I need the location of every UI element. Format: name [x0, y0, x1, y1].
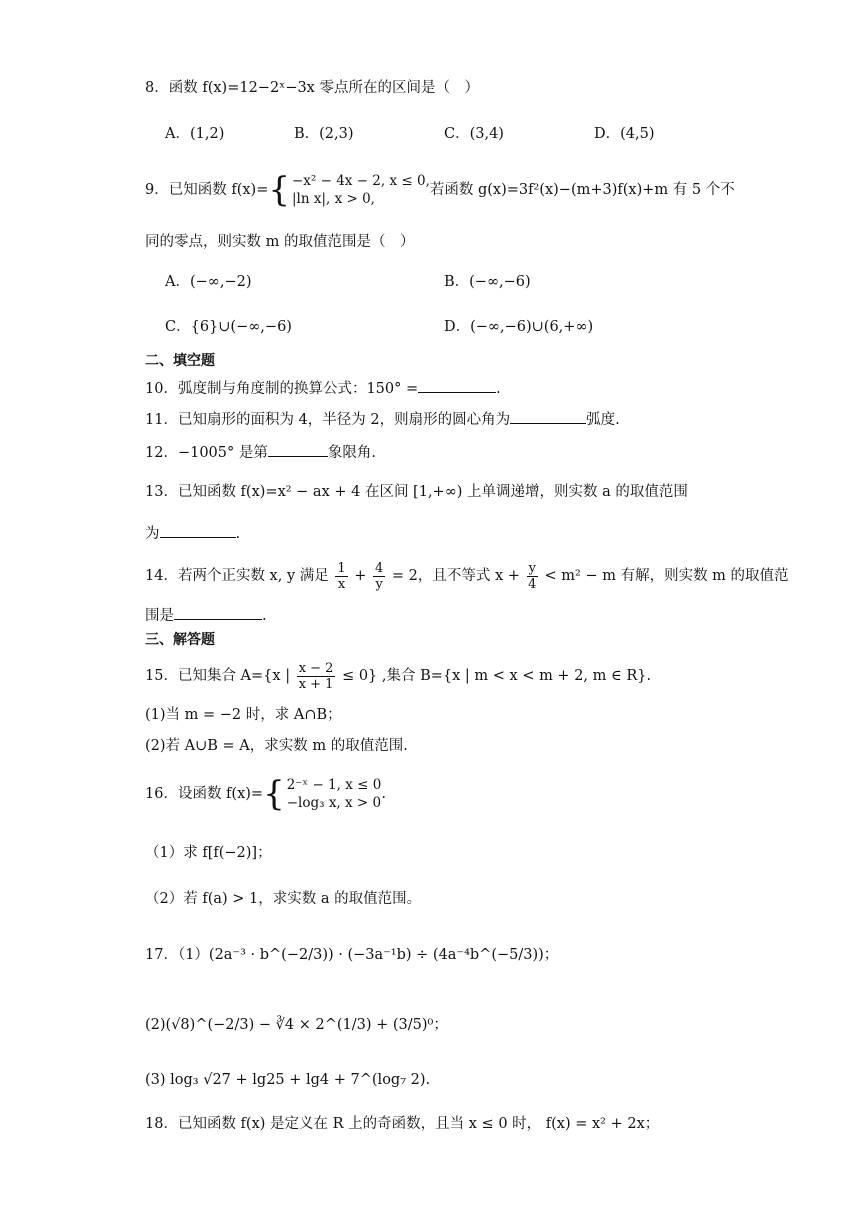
section-heading-solutions: 三、解答题	[145, 632, 215, 648]
question-14-line2	[145, 605, 267, 626]
q13-end: .	[235, 526, 241, 542]
q11-end: 弧度.	[586, 412, 620, 428]
question-10	[145, 378, 501, 399]
q16-end: .	[381, 786, 386, 802]
plus-sign: +	[354, 568, 367, 584]
q10-end: .	[496, 381, 501, 397]
q12-end: 象限角.	[327, 445, 376, 461]
q10-text: 10．弧度制与角度制的换算公式：150° =	[145, 381, 419, 397]
q9-option-c: C．{6}∪(−∞,−6)	[165, 319, 292, 335]
question-12	[145, 442, 376, 463]
brace-icon: {	[268, 170, 290, 210]
q16-case-1: 2⁻ˣ − 1, x ≤ 0	[286, 777, 382, 793]
fraction	[373, 561, 385, 592]
question-17-part3: (3) log₃ √27 + lg25 + lg4 + 7^(log₇ 2).	[145, 1072, 431, 1088]
q12-text: 12．−1005° 是第	[145, 445, 268, 461]
section-heading-fill-in: 二、填空题	[145, 353, 215, 369]
fraction	[527, 561, 538, 592]
q9-suffix: 若函数 g(x)=3f²(x)−(m+3)f(x)+m 有 5 个不	[429, 182, 735, 198]
q9-case-2: |ln x|, x > 0,	[291, 191, 375, 207]
question-11	[145, 409, 620, 430]
question-16-part2: （2）若 f(a) > 1，求实数 a 的取值范围。	[145, 891, 422, 907]
question-9-stem	[145, 172, 735, 208]
q9-prefix: 9．已知函数 f(x)=	[145, 182, 269, 198]
q14-end: .	[262, 608, 267, 624]
question-16-part1: （1）求 f[f(−2)]；	[145, 845, 272, 861]
q13-text: 为	[145, 526, 160, 542]
answer-blank	[160, 523, 236, 538]
question-9-line2: 同的零点，则实数 m 的取值范围是（ ）	[145, 234, 415, 250]
answer-blank	[418, 378, 496, 393]
question-15-part1: (1)当 m = −2 时，求 A∩B；	[145, 707, 342, 723]
q15-suffix: ≤ 0} ,集合 B={x | m < x < m + 2, m ∈ R}.	[342, 668, 652, 684]
q9-option-d: D．(−∞,−6)∪(6,+∞)	[444, 319, 594, 335]
fraction	[297, 661, 336, 692]
q11-text: 11．已知扇形的面积为 4，半径为 2，则扇形的圆心角为	[145, 412, 511, 428]
question-15-part2: (2)若 A∪B = A，求实数 m 的取值范围.	[145, 738, 408, 754]
question-13-line1: 13．已知函数 f(x)=x² − ax + 4 在区间 [1,+∞) 上单调递增，则实数 a 的取值范围	[145, 484, 688, 500]
q9-piecewise	[268, 172, 430, 208]
q16-prefix: 16．设函数 f(x)=	[145, 786, 264, 802]
question-17-part2: (2)(√8)^(−2/3) − ∛4 × 2^(1/3) + (3/5)⁰；	[145, 1017, 448, 1033]
answer-blank	[268, 442, 328, 457]
denominator: 4	[528, 576, 537, 592]
q14-text: 围是	[145, 608, 174, 624]
brace-icon: {	[263, 774, 285, 814]
numerator: x − 2	[298, 660, 334, 676]
q8-option-b: B．(2,3)	[294, 126, 354, 142]
question-18-stem: 18．已知函数 f(x) 是定义在 R 上的奇函数，且当 x ≤ 0 时， f(x) = x² + 2x；	[145, 1116, 660, 1132]
numerator: 1	[337, 560, 346, 576]
q8-option-d: D．(4,5)	[594, 126, 655, 142]
denominator: y	[375, 576, 383, 592]
q14-prefix: 14．若两个正实数 x, y 满足	[145, 568, 329, 584]
question-8-stem: 8．函数 f(x)=12−2ˣ−3x 零点所在的区间是（ ）	[145, 80, 479, 96]
answer-blank	[510, 409, 586, 424]
q8-option-a: A．(1,2)	[165, 126, 225, 142]
question-17-part1: 17．（1）(2a⁻³ · b^(−2/3)) · (−3a⁻¹b) ÷ (4a⁻⁴b^(−5/3))；	[145, 947, 559, 963]
q8-option-c: C．(3,4)	[444, 126, 504, 142]
denominator: x	[337, 576, 346, 592]
q15-prefix: 15．已知集合 A={x |	[145, 668, 291, 684]
q9-option-b: B．(−∞,−6)	[444, 274, 531, 290]
question-15-stem	[145, 660, 651, 692]
q14-middle: = 2，且不等式 x +	[391, 568, 520, 584]
answer-blank	[174, 605, 262, 620]
q9-case-1: −x² − 4x − 2, x ≤ 0,	[291, 173, 430, 189]
question-16-stem	[145, 776, 386, 812]
q16-piecewise	[263, 776, 381, 812]
q14-suffix: < m² − m 有解，则实数 m 的取值范	[544, 568, 789, 584]
q9-option-a: A．(−∞,−2)	[165, 274, 252, 290]
numerator: y	[528, 560, 536, 576]
denominator: x + 1	[298, 676, 334, 692]
question-14-line1	[145, 560, 789, 592]
fraction	[335, 561, 347, 592]
question-13-line2	[145, 523, 240, 544]
q16-case-2: −log₃ x, x > 0	[286, 795, 382, 811]
numerator: 4	[375, 560, 384, 576]
